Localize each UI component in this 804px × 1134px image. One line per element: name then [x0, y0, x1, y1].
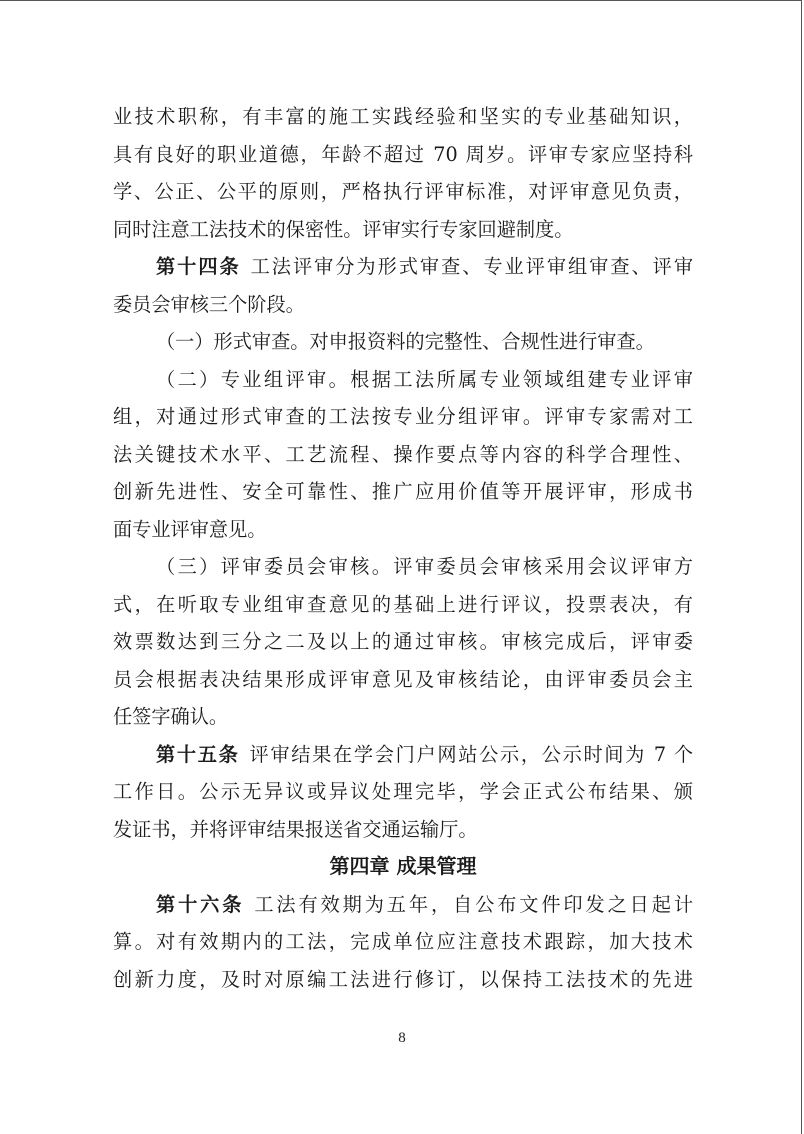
page-number: 8 — [398, 1030, 406, 1046]
body-line: 员会根据表决结果形成评审意见及审核结论，由评审委员会主 — [113, 667, 693, 691]
body-line: 算。对有效期内的工法，完成单位应注意技术跟踪，加大技术 — [113, 930, 693, 953]
body-line: 面专业评审意见。 — [113, 517, 267, 541]
body-line: 效票数达到三分之二及以上的通过审核。审核完成后，评审委 — [113, 630, 693, 653]
article-15-label: 第十五条 — [156, 742, 240, 766]
body-line: 发证书，并将评审结果报送省交通运输厅。 — [113, 817, 478, 841]
body-line: 创新力度，及时对原编工法进行修订，以保持工法技术的先进 — [113, 967, 693, 991]
page-border-right — [801, 0, 802, 1134]
article-14-label: 第十四条 — [156, 255, 241, 278]
item-1-line: （一）形式审查。对申报资料的完整性、合规性进行审查。 — [156, 330, 655, 353]
body-line: 工作日。公示无异议或异议处理完毕，学会正式公布结果、颁 — [113, 780, 693, 803]
article-14-first-line — [113, 248, 693, 286]
chapter-heading: 第四章 成果管理 — [329, 854, 477, 878]
body-line: 法关键技术水平、工艺流程、操作要点等内容的科学合理性、 — [113, 442, 693, 466]
body-line: 任签字确认。 — [113, 705, 229, 728]
body-line: 式，在听取专业组审查意见的基础上进行评议，投票表决，有 — [113, 592, 693, 616]
article-16-label: 第十六条 — [156, 892, 245, 916]
body-line: 创新先进性、安全可靠性、推广应用价值等开展评审，形成书 — [113, 480, 693, 503]
article-16-first-line — [113, 886, 693, 924]
item-2-first-line: （二）专业组评审。根据工法所属专业领域组建专业评审 — [156, 367, 693, 391]
article-14-text: 工法评审分为形式审查、专业评审组审查、评审 — [250, 255, 694, 278]
body-line: 具有良好的职业道德，年龄不超过 70 周岁。评审专家应坚持科 — [113, 142, 693, 166]
article-16-text: 工法有效期为五年，自公布文件印发之日起计 — [254, 892, 694, 916]
document-page — [113, 98, 693, 998]
body-line: 同时注意工法技术的保密性。评审实行专家回避制度。 — [113, 217, 574, 241]
item-3-first-line: （三）评审委员会审核。评审委员会审核采用会议评审方 — [156, 555, 693, 578]
article-15-first-line — [113, 736, 693, 774]
body-line: 委员会审核三个阶段。 — [113, 292, 305, 316]
article-15-text: 评审结果在学会门户网站公示，公示时间为 7 个 — [249, 742, 694, 766]
page-border-top — [0, 0, 801, 1]
body-line: 组，对通过形式审查的工法按专业分组评审。评审专家需对工 — [113, 405, 693, 428]
body-line: 业技术职称，有丰富的施工实践经验和坚实的专业基础知识， — [113, 105, 693, 128]
body-line: 学、公正、公平的原则，严格执行评审标准，对评审意见负责， — [113, 180, 693, 203]
